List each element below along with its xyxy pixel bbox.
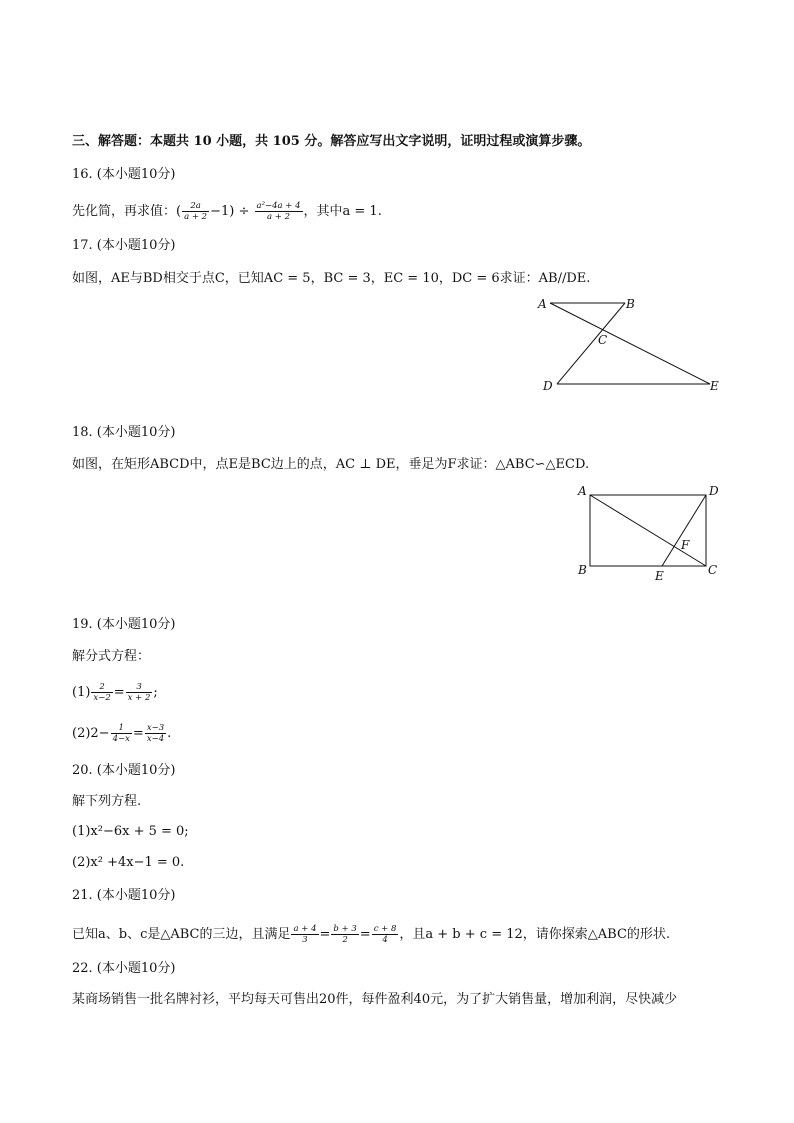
q19-p2-end: . [167, 726, 172, 741]
q17-label-a: A [538, 297, 547, 311]
q19-p1-f1-denominator: x−2 [93, 693, 111, 703]
q19-p1-f2-numerator: 3 [126, 682, 153, 693]
q21-f2-numerator: b + 3 [333, 924, 357, 934]
q19-p2-prefix: (2)2− [72, 726, 110, 741]
q17-label-d: D [543, 379, 553, 393]
q19-p2-fraction-1 [111, 723, 132, 744]
q21-equals-1: = [319, 927, 331, 942]
q16-suffix: ，其中a = 1. [303, 204, 382, 219]
q18-figure [570, 482, 730, 586]
q19-p2-f2-numerator: x−3 [146, 723, 165, 733]
q16-f2-denominator: a + 2 [267, 212, 291, 222]
question-18-body: 如图，在矩形ABCD中，点E是BC边上的点，AC ⊥ DE，垂足为F求证：△ABC∽△ECD. [72, 457, 590, 472]
q16-prefix: 先化简，再求值：( [72, 204, 182, 219]
q19-p1-prefix: (1) [72, 685, 91, 700]
q19-p2-f1-numerator: 1 [111, 723, 132, 734]
q17-label-c: C [598, 333, 608, 347]
q17-label-b: B [626, 297, 635, 311]
q21-fraction-1 [291, 924, 318, 945]
question-19-heading: 19. (本小题10分) [72, 617, 176, 632]
q16-fraction-2 [255, 201, 303, 222]
q16-f1-numerator: 2a [182, 201, 209, 212]
q16-f2-numerator: a²−4a + 4 [256, 201, 301, 211]
q16-f1-denominator: a + 2 [184, 212, 208, 222]
q19-p1-f2-denominator: x + 2 [127, 693, 151, 703]
question-18-heading: 18. (本小题10分) [72, 425, 176, 440]
q21-fraction-2 [331, 924, 358, 945]
q19-part-2 [72, 723, 171, 744]
q19-p2-f1-denominator: 4−x [112, 734, 130, 744]
q18-label-c: C [708, 563, 718, 577]
question-16-body [72, 201, 382, 222]
q21-f3-numerator: c + 8 [373, 924, 397, 934]
q21-fraction-3 [372, 924, 399, 945]
question-21-heading: 21. (本小题10分) [72, 888, 176, 903]
q18-label-d: D [709, 484, 719, 498]
q21-f1-numerator: a + 4 [293, 924, 317, 934]
question-17-heading: 17. (本小题10分) [72, 238, 176, 253]
q17-label-e: E [710, 379, 719, 393]
question-17-body: 如图，AE与BD相交于点C，已知AC = 5，BC = 3，EC = 10，DC = 6求证：AB//DE. [72, 271, 591, 286]
question-21-body [72, 924, 670, 945]
q21-equals-2: = [359, 927, 371, 942]
q18-label-f: F [681, 538, 690, 552]
q19-p1-end: ; [153, 685, 158, 700]
q19-p1-f1-numerator: 2 [91, 682, 112, 693]
question-20-heading: 20. (本小题10分) [72, 763, 176, 778]
question-22-heading: 22. (本小题10分) [72, 961, 176, 976]
q20-intro: 解下列方程. [72, 794, 142, 809]
q19-p2-equals: = [132, 726, 144, 741]
q19-p1-fraction-2 [126, 682, 153, 703]
q21-suffix: ，且a + b + c = 12，请你探索△ABC的形状. [399, 927, 671, 942]
q20-part-2: (2)x² +4x−1 = 0. [72, 855, 185, 870]
q19-p1-equals: = [113, 685, 125, 700]
q19-intro: 解分式方程： [72, 649, 151, 664]
q21-prefix: 已知a、b、c是△ABC的三边，且满足 [72, 927, 291, 942]
q18-label-a: A [578, 484, 587, 498]
q16-fraction-1 [182, 201, 209, 222]
q20-part-1: (1)x²−6x + 5 = 0; [72, 824, 189, 839]
q21-f1-denominator: 3 [302, 935, 308, 945]
q16-minus-one: −1) ÷ [210, 204, 250, 219]
q21-f3-denominator: 4 [382, 935, 388, 945]
q18-label-e: E [655, 569, 664, 583]
question-16-heading: 16. (本小题10分) [72, 167, 176, 182]
q17-figure [530, 293, 730, 395]
q21-f2-denominator: 2 [342, 935, 348, 945]
q19-p2-fraction-2 [145, 723, 166, 744]
section-header: 三、解答题：本题共 10 小题，共 105 分。解答应写出文字说明，证明过程或演算步骤。 [72, 134, 591, 149]
question-22-body: 某商场销售一批名牌衬衫，平均每天可售出20件，每件盈利40元，为了扩大销售量，增加利润，尽快减少 [72, 992, 678, 1007]
q19-part-1 [72, 682, 158, 703]
q19-p1-fraction-1 [91, 682, 112, 703]
q19-p2-f2-denominator: x−4 [146, 734, 165, 744]
q18-label-b: B [578, 563, 587, 577]
